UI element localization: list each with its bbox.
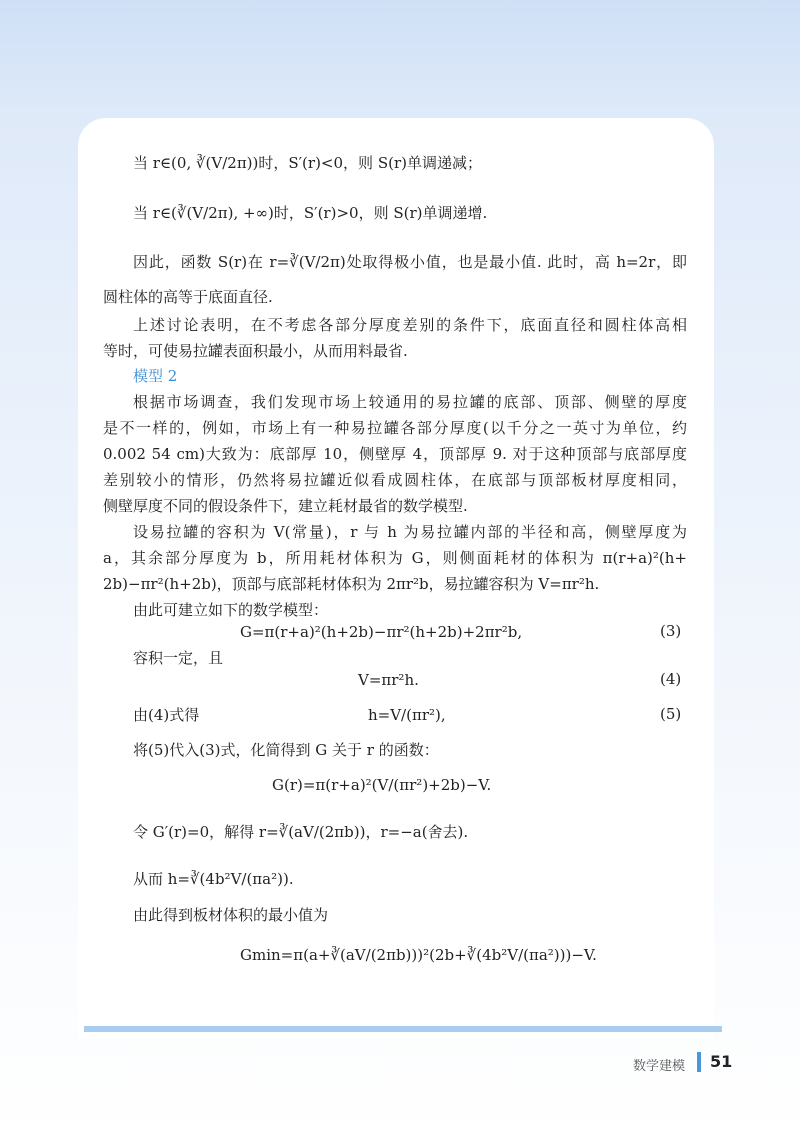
text-line: 0.002 54 cm)大致为：底部厚 10，侧壁厚 4，顶部厚 9. 对于这种顶部与底部厚度 bbox=[103, 445, 687, 463]
text-line: a，其余部分厚度为 b，所用耗材体积为 G，则侧面耗材的体积为 π(r+a)²(h+ bbox=[103, 549, 687, 567]
text-line: 将(5)代入(3)式，化简得到 G 关于 r 的函数： bbox=[133, 741, 439, 759]
text-line: 2b)−πr²(h+2b)，顶部与底部耗材体积为 2πr²b，易拉罐容积为 V=πr²h. bbox=[103, 575, 600, 593]
text-line: 上述讨论表明，在不考虑各部分厚度差别的条件下，底面直径和圆柱体高相 bbox=[133, 316, 687, 334]
equation-7: Gmin=π(a+∛(aV/(2πb)))²(2b+∛(4b²V/(πa²)))−V. bbox=[240, 946, 597, 964]
equation-number: (4) bbox=[660, 670, 682, 688]
text-line: 容积一定，且 bbox=[133, 649, 224, 667]
text-line: 当 r∈(0, ∛(V/2π))时，S′(r)<0，则 S(r)单调递减； bbox=[133, 154, 482, 172]
equation-4: V=πr²h. bbox=[358, 671, 419, 689]
text-line: 由此可建立如下的数学模型： bbox=[133, 601, 329, 619]
text-line: 从而 h=∛(4b²V/(πa²)). bbox=[133, 870, 294, 888]
text-line: 差别较小的情形，仍然将易拉罐近似看成圆柱体，在底部与顶部板材厚度相同， bbox=[103, 471, 687, 489]
text-line: 由(4)式得 bbox=[133, 706, 200, 724]
equation-number: (5) bbox=[660, 705, 682, 723]
text-line: 侧壁厚度不同的假设条件下，建立耗材最省的数学模型. bbox=[103, 497, 468, 515]
text-line: 当 r∈(∛(V/2π), +∞)时，S′(r)>0，则 S(r)单调递增. bbox=[133, 204, 488, 222]
footer-divider bbox=[697, 1052, 701, 1072]
text-line: 由此得到板材体积的最小值为 bbox=[133, 906, 329, 924]
equation-5: h=V/(πr²), bbox=[368, 706, 446, 724]
equation-number: (3) bbox=[660, 622, 682, 640]
page-number: 51 bbox=[710, 1052, 733, 1071]
footer-section-label: 数学建模 bbox=[633, 1059, 686, 1074]
text-line: 是不一样的，例如，市场上有一种易拉罐各部分厚度(以千分之一英寸为单位，约 bbox=[103, 419, 687, 437]
section-heading: 模型 2 bbox=[133, 367, 178, 385]
text-line: 等时，可使易拉罐表面积最小，从而用料最省. bbox=[103, 342, 408, 360]
bottom-rule bbox=[84, 1026, 722, 1032]
text-line: 圆柱体的高等于底面直径. bbox=[103, 288, 273, 306]
equation-6: G(r)=π(r+a)²(V/(πr²)+2b)−V. bbox=[272, 776, 492, 794]
text-line: 根据市场调查，我们发现市场上较通用的易拉罐的底部、顶部、侧壁的厚度 bbox=[133, 393, 687, 411]
equation-3: G=π(r+a)²(h+2b)−πr²(h+2b)+2πr²b, bbox=[240, 623, 523, 641]
text-line: 设易拉罐的容积为 V(常量)，r 与 h 为易拉罐内部的半径和高，侧壁厚度为 bbox=[133, 523, 687, 541]
text-line: 因此，函数 S(r)在 r=∛(V/2π)处取得极小值，也是最小值. 此时，高 h=2r，即 bbox=[133, 253, 687, 271]
text-line: 令 G′(r)=0，解得 r=∛(aV/(2πb))，r=−a(舍去). bbox=[133, 823, 469, 841]
